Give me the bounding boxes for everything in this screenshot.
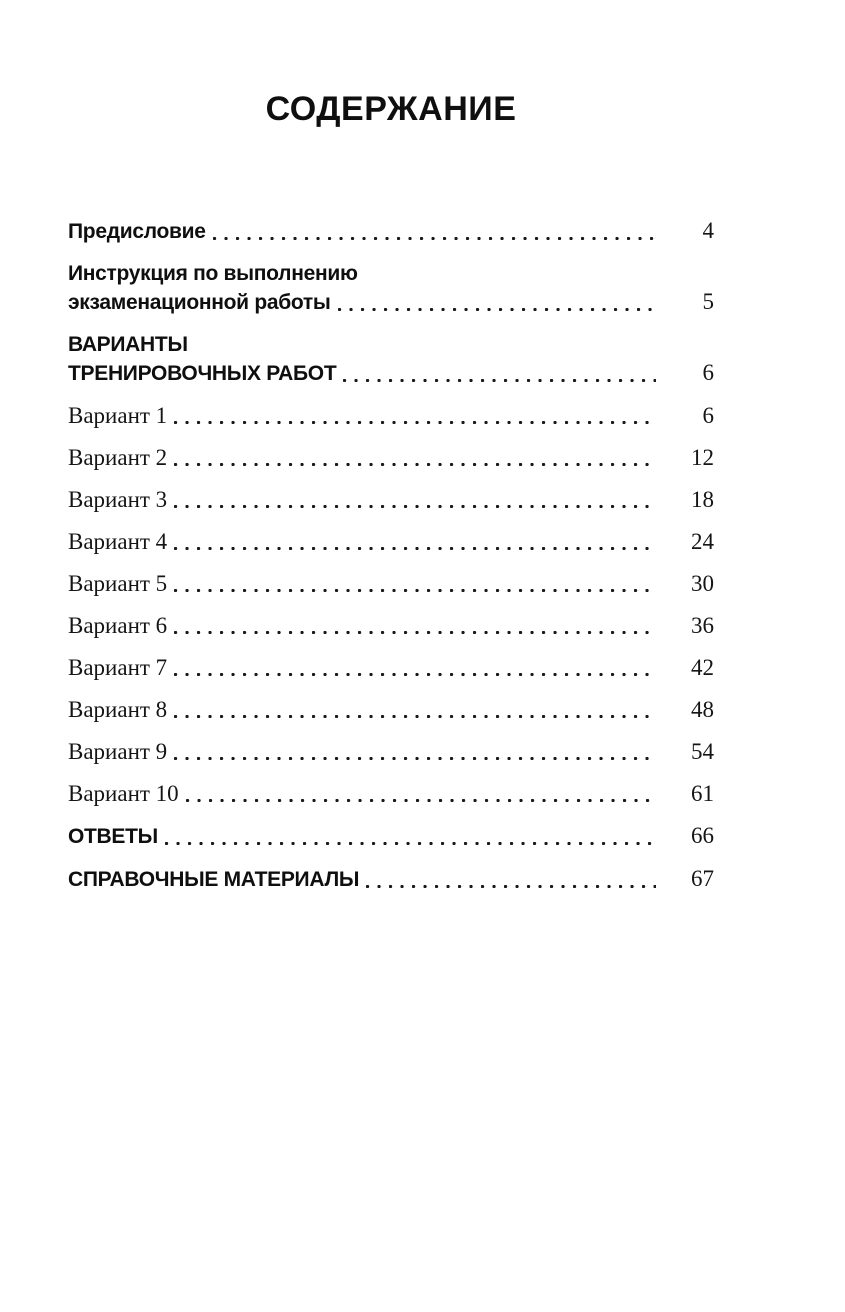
toc-page-number: 24: [691, 529, 714, 554]
toc-entry-label: ТРЕНИРОВОЧНЫХ РАБОТ: [68, 362, 337, 385]
toc-entry: [68, 402, 714, 430]
toc-entry-line: [68, 528, 714, 556]
toc-entry: [68, 217, 714, 246]
toc-entry-line: [68, 612, 714, 640]
toc-entry-line: [68, 331, 714, 359]
dotted-leader: [174, 463, 656, 466]
toc-entry-label: Вариант 4: [68, 529, 168, 554]
toc-entry: [68, 654, 714, 682]
dotted-leader: [174, 673, 656, 676]
toc-page-number: 67: [691, 866, 714, 891]
toc-entry-label: СПРАВОЧНЫЕ МАТЕРИАЛЫ: [68, 868, 360, 891]
toc-entry-line: [68, 780, 714, 808]
dotted-leader: [174, 421, 656, 424]
toc-entry-line: [68, 359, 714, 388]
toc-content: [68, 90, 714, 908]
toc-page-number: 66: [691, 823, 714, 848]
toc-entry: [68, 738, 714, 766]
toc-page-number: 30: [691, 571, 714, 596]
toc-page-number: 18: [691, 487, 714, 512]
toc-entry-line: [68, 402, 714, 430]
dotted-leader: [174, 547, 656, 550]
toc-entry-label: Предисловие: [68, 220, 206, 243]
toc-entry-line: [68, 260, 714, 288]
toc-entry-line: [68, 738, 714, 766]
toc-list: [68, 217, 714, 894]
toc-entry: [68, 331, 714, 388]
dotted-leader: [338, 308, 656, 311]
toc-entry: [68, 444, 714, 472]
toc-entry: [68, 696, 714, 724]
toc-entry: [68, 780, 714, 808]
toc-entry-label: экзаменационной работы: [68, 291, 331, 314]
toc-page-number: 5: [702, 289, 714, 314]
toc-entry-label: Вариант 6: [68, 613, 168, 638]
toc-entry-label: Вариант 3: [68, 487, 168, 512]
toc-entry-line: [68, 865, 714, 894]
toc-entry-label: Вариант 5: [68, 571, 168, 596]
toc-entry: [68, 528, 714, 556]
toc-page-number: 6: [702, 360, 714, 385]
toc-entry-line: [68, 696, 714, 724]
toc-entry: [68, 486, 714, 514]
toc-entry-line: [68, 822, 714, 851]
toc-entry-label: Вариант 1: [68, 403, 168, 428]
dotted-leader: [343, 379, 656, 382]
toc-entry-label: Вариант 7: [68, 655, 168, 680]
toc-entry-label: Вариант 2: [68, 445, 168, 470]
toc-entry: [68, 822, 714, 851]
toc-page-number: 4: [702, 218, 714, 243]
toc-page-number: 42: [691, 655, 714, 680]
toc-page-number: 12: [691, 445, 714, 470]
dotted-leader: [186, 799, 656, 802]
toc-entry-line: [68, 654, 714, 682]
toc-entry: [68, 570, 714, 598]
dotted-leader: [174, 757, 656, 760]
dotted-leader: [174, 631, 656, 634]
toc-entry-line: [68, 288, 714, 317]
dotted-leader: [213, 237, 656, 240]
toc-entry-label: Вариант 10: [68, 781, 179, 806]
toc-entry-label: Вариант 8: [68, 697, 168, 722]
toc-entry-line: [68, 217, 714, 246]
page-title: СОДЕРЖАНИЕ: [265, 90, 517, 128]
toc-entry-label: Инструкция по выполнению: [68, 262, 358, 285]
toc-page-number: 54: [691, 739, 714, 764]
toc-entry-label: ОТВЕТЫ: [68, 825, 158, 848]
dotted-leader: [174, 505, 656, 508]
toc-entry-line: [68, 444, 714, 472]
toc-page-number: 48: [691, 697, 714, 722]
toc-entry-label: ВАРИАНТЫ: [68, 333, 188, 356]
toc-page-number: 6: [702, 403, 714, 428]
toc-entry-line: [68, 486, 714, 514]
dotted-leader: [366, 885, 656, 888]
dotted-leader: [174, 715, 656, 718]
toc-entry: [68, 612, 714, 640]
toc-entry-label: Вариант 9: [68, 739, 168, 764]
dotted-leader: [165, 842, 656, 845]
toc-page-number: 36: [691, 613, 714, 638]
toc-entry: [68, 865, 714, 894]
toc-entry: [68, 260, 714, 317]
toc-entry-line: [68, 570, 714, 598]
dotted-leader: [174, 589, 656, 592]
toc-page-number: 61: [691, 781, 714, 806]
